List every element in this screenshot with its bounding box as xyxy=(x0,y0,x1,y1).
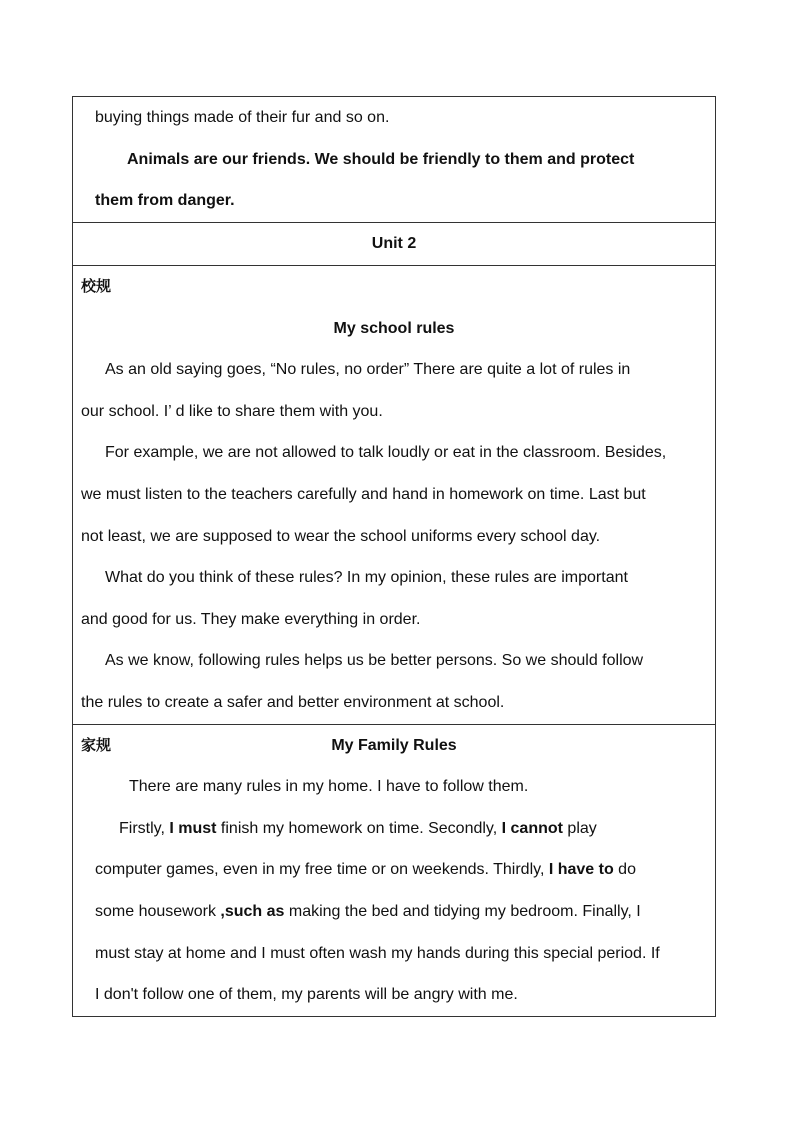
family-rules-tag: 家规 xyxy=(81,735,112,754)
school-rules-cell xyxy=(73,266,716,725)
family-line-3 xyxy=(73,891,715,933)
school-line-2: our school. I’ d like to share them with you. xyxy=(81,402,383,420)
school-line-1: As an old saying goes, “No rules, no order” There are quite a lot of rules in xyxy=(105,361,631,379)
school-line-3: For example, we are not allowed to talk loudly or eat in the classroom. Besides, xyxy=(105,444,667,462)
family-line-4: must stay at home and I must often wash my hands during this special period. If xyxy=(95,944,660,962)
family-line-1-e: play xyxy=(562,819,597,837)
school-rules-row xyxy=(73,266,716,725)
family-line-1-d: I cannot xyxy=(501,819,563,837)
family-line-3-a: some housework xyxy=(95,902,221,920)
school-line-7: and good for us. They make everything in order. xyxy=(81,610,421,628)
essay-table xyxy=(72,96,716,1017)
family-line-3-b: ,such as xyxy=(220,902,285,920)
family-rules-header xyxy=(73,725,715,767)
family-rules-row xyxy=(73,724,716,1016)
family-line-5: I don't follow one of them, my parents will be angry with me. xyxy=(95,986,518,1004)
family-line-2-b: I have to xyxy=(548,861,614,879)
family-line-1-b: I must xyxy=(169,819,217,837)
unit-cell xyxy=(73,223,716,266)
school-line-6: What do you think of these rules? In my opinion, these rules are important xyxy=(105,569,628,587)
school-line-8: As we know, following rules helps us be better persons. So we should follow xyxy=(105,652,644,670)
family-intro: There are many rules in my home. I have to follow them. xyxy=(129,778,529,796)
family-line-1-c: finish my homework on time. Secondly, xyxy=(216,819,502,837)
family-line-2-c: do xyxy=(613,861,636,879)
family-line-2-a: computer games, even in my free time or on weekends. Thirdly, xyxy=(95,861,549,879)
animals-line-2: Animals are our friends. We should be friendly to them and protect xyxy=(127,150,635,168)
school-rules-title: My school rules xyxy=(333,319,455,337)
animals-line-3: them from danger. xyxy=(95,192,235,210)
animals-line-1: buying things made of their fur and so on. xyxy=(95,109,390,126)
family-line-3-c: making the bed and tidying my bedroom. Finally, I xyxy=(284,902,641,920)
unit-row xyxy=(73,223,716,266)
family-line-1 xyxy=(73,808,715,850)
school-line-9: the rules to create a safer and better environment at school. xyxy=(81,694,505,711)
school-line-4: we must listen to the teachers carefully and hand in homework on time. Last but xyxy=(81,486,646,504)
family-rules-cell xyxy=(73,724,716,1016)
animals-cell xyxy=(73,97,716,223)
family-line-2 xyxy=(73,849,715,891)
school-line-5: not least, we are supposed to wear the school uniforms every school day. xyxy=(81,527,601,545)
unit-heading: Unit 2 xyxy=(371,235,417,253)
school-rules-tag: 校规 xyxy=(81,277,112,296)
family-rules-title: My Family Rules xyxy=(331,736,457,754)
animals-row xyxy=(73,97,716,223)
family-line-1-a: Firstly, xyxy=(119,819,170,837)
